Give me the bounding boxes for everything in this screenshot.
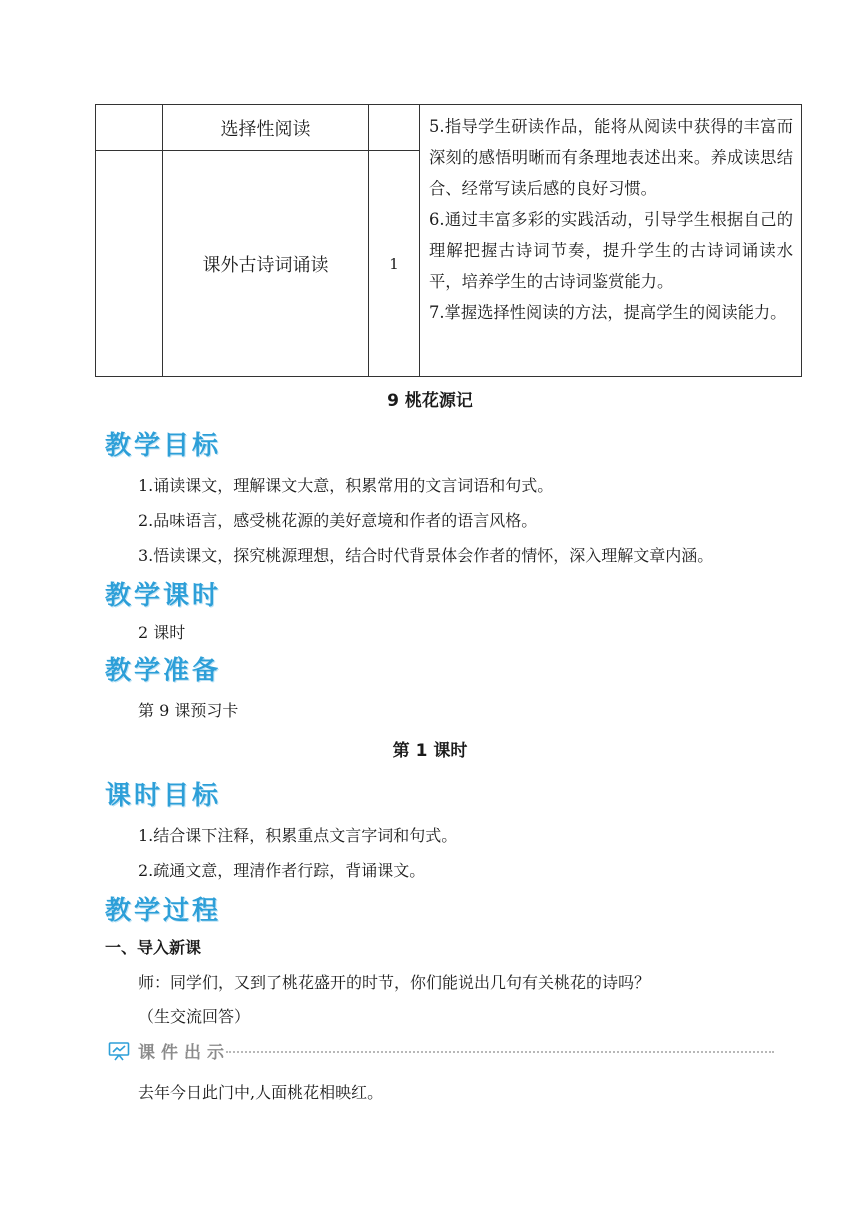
process-heading: 教学过程 (105, 896, 222, 926)
goal-item: 2.品味语言，感受桃花源的美好意境和作者的语言风格。 (138, 511, 538, 530)
objectives-cell (420, 105, 802, 377)
presentation-icon (108, 1041, 130, 1061)
table-cell (96, 105, 163, 151)
dotted-divider (226, 1051, 774, 1053)
goal-item: 3.悟读课文，探究桃源理想，结合时代背景体会作者的情怀，深入理解文章内涵。 (138, 546, 714, 565)
teaching-goals-heading: 教学目标 (105, 431, 222, 461)
period-title: 第 1 课时 (392, 741, 468, 761)
teaching-hours-heading: 教学课时 (105, 581, 222, 611)
plan-table (95, 104, 802, 377)
lesson-title: 9 桃花源记 (387, 391, 473, 411)
objective-item: 6.通过丰富多彩的实践活动，引导学生根据自己的理解把握古诗词节奏，提升学生的古诗词诵读水平，培养学生的古诗词鉴赏能力。 (429, 210, 793, 291)
teaching-hours-value: 2 课时 (138, 623, 186, 642)
courseware-show-bar (108, 1038, 774, 1064)
teacher-line: 师：同学们，又到了桃花盛开的时节，你们能说出几句有关桃花的诗吗？ (138, 973, 651, 992)
period-goal-item: 2.疏通文意，理清作者行踪，背诵课文。 (138, 861, 426, 880)
courseware-show-label: 课件出示 (138, 1043, 230, 1063)
objective-item: 5.指导学生研读作品，能将从阅读中获得的丰富而深刻的感悟明晰而有条理地表述出来。养成读思结合、经常写读后感的良好习惯。 (429, 117, 793, 198)
period-goals-heading: 课时目标 (105, 781, 222, 811)
period-goal-item: 1.结合课下注释，积累重点文言字词和句式。 (138, 826, 458, 845)
table-cell: 选择性阅读 (163, 105, 369, 151)
table-row (96, 105, 802, 151)
section-title: 一、导入新课 (105, 938, 202, 957)
teaching-prep-heading: 教学准备 (105, 656, 222, 686)
table-cell: 课外古诗词诵读 (163, 151, 369, 377)
objective-item: 7.掌握选择性阅读的方法，提高学生的阅读能力。 (429, 303, 787, 322)
teaching-prep-value: 第 9 课预习卡 (138, 701, 239, 720)
goal-item: 1.诵读课文，理解课文大意，积累常用的文言词语和句式。 (138, 476, 554, 495)
student-note: （生交流回答） (138, 1007, 251, 1026)
table-cell: 1 (369, 151, 420, 377)
table-cell (369, 105, 420, 151)
poem-line: 去年今日此门中,人面桃花相映红。 (138, 1083, 384, 1102)
table-cell (96, 151, 163, 377)
